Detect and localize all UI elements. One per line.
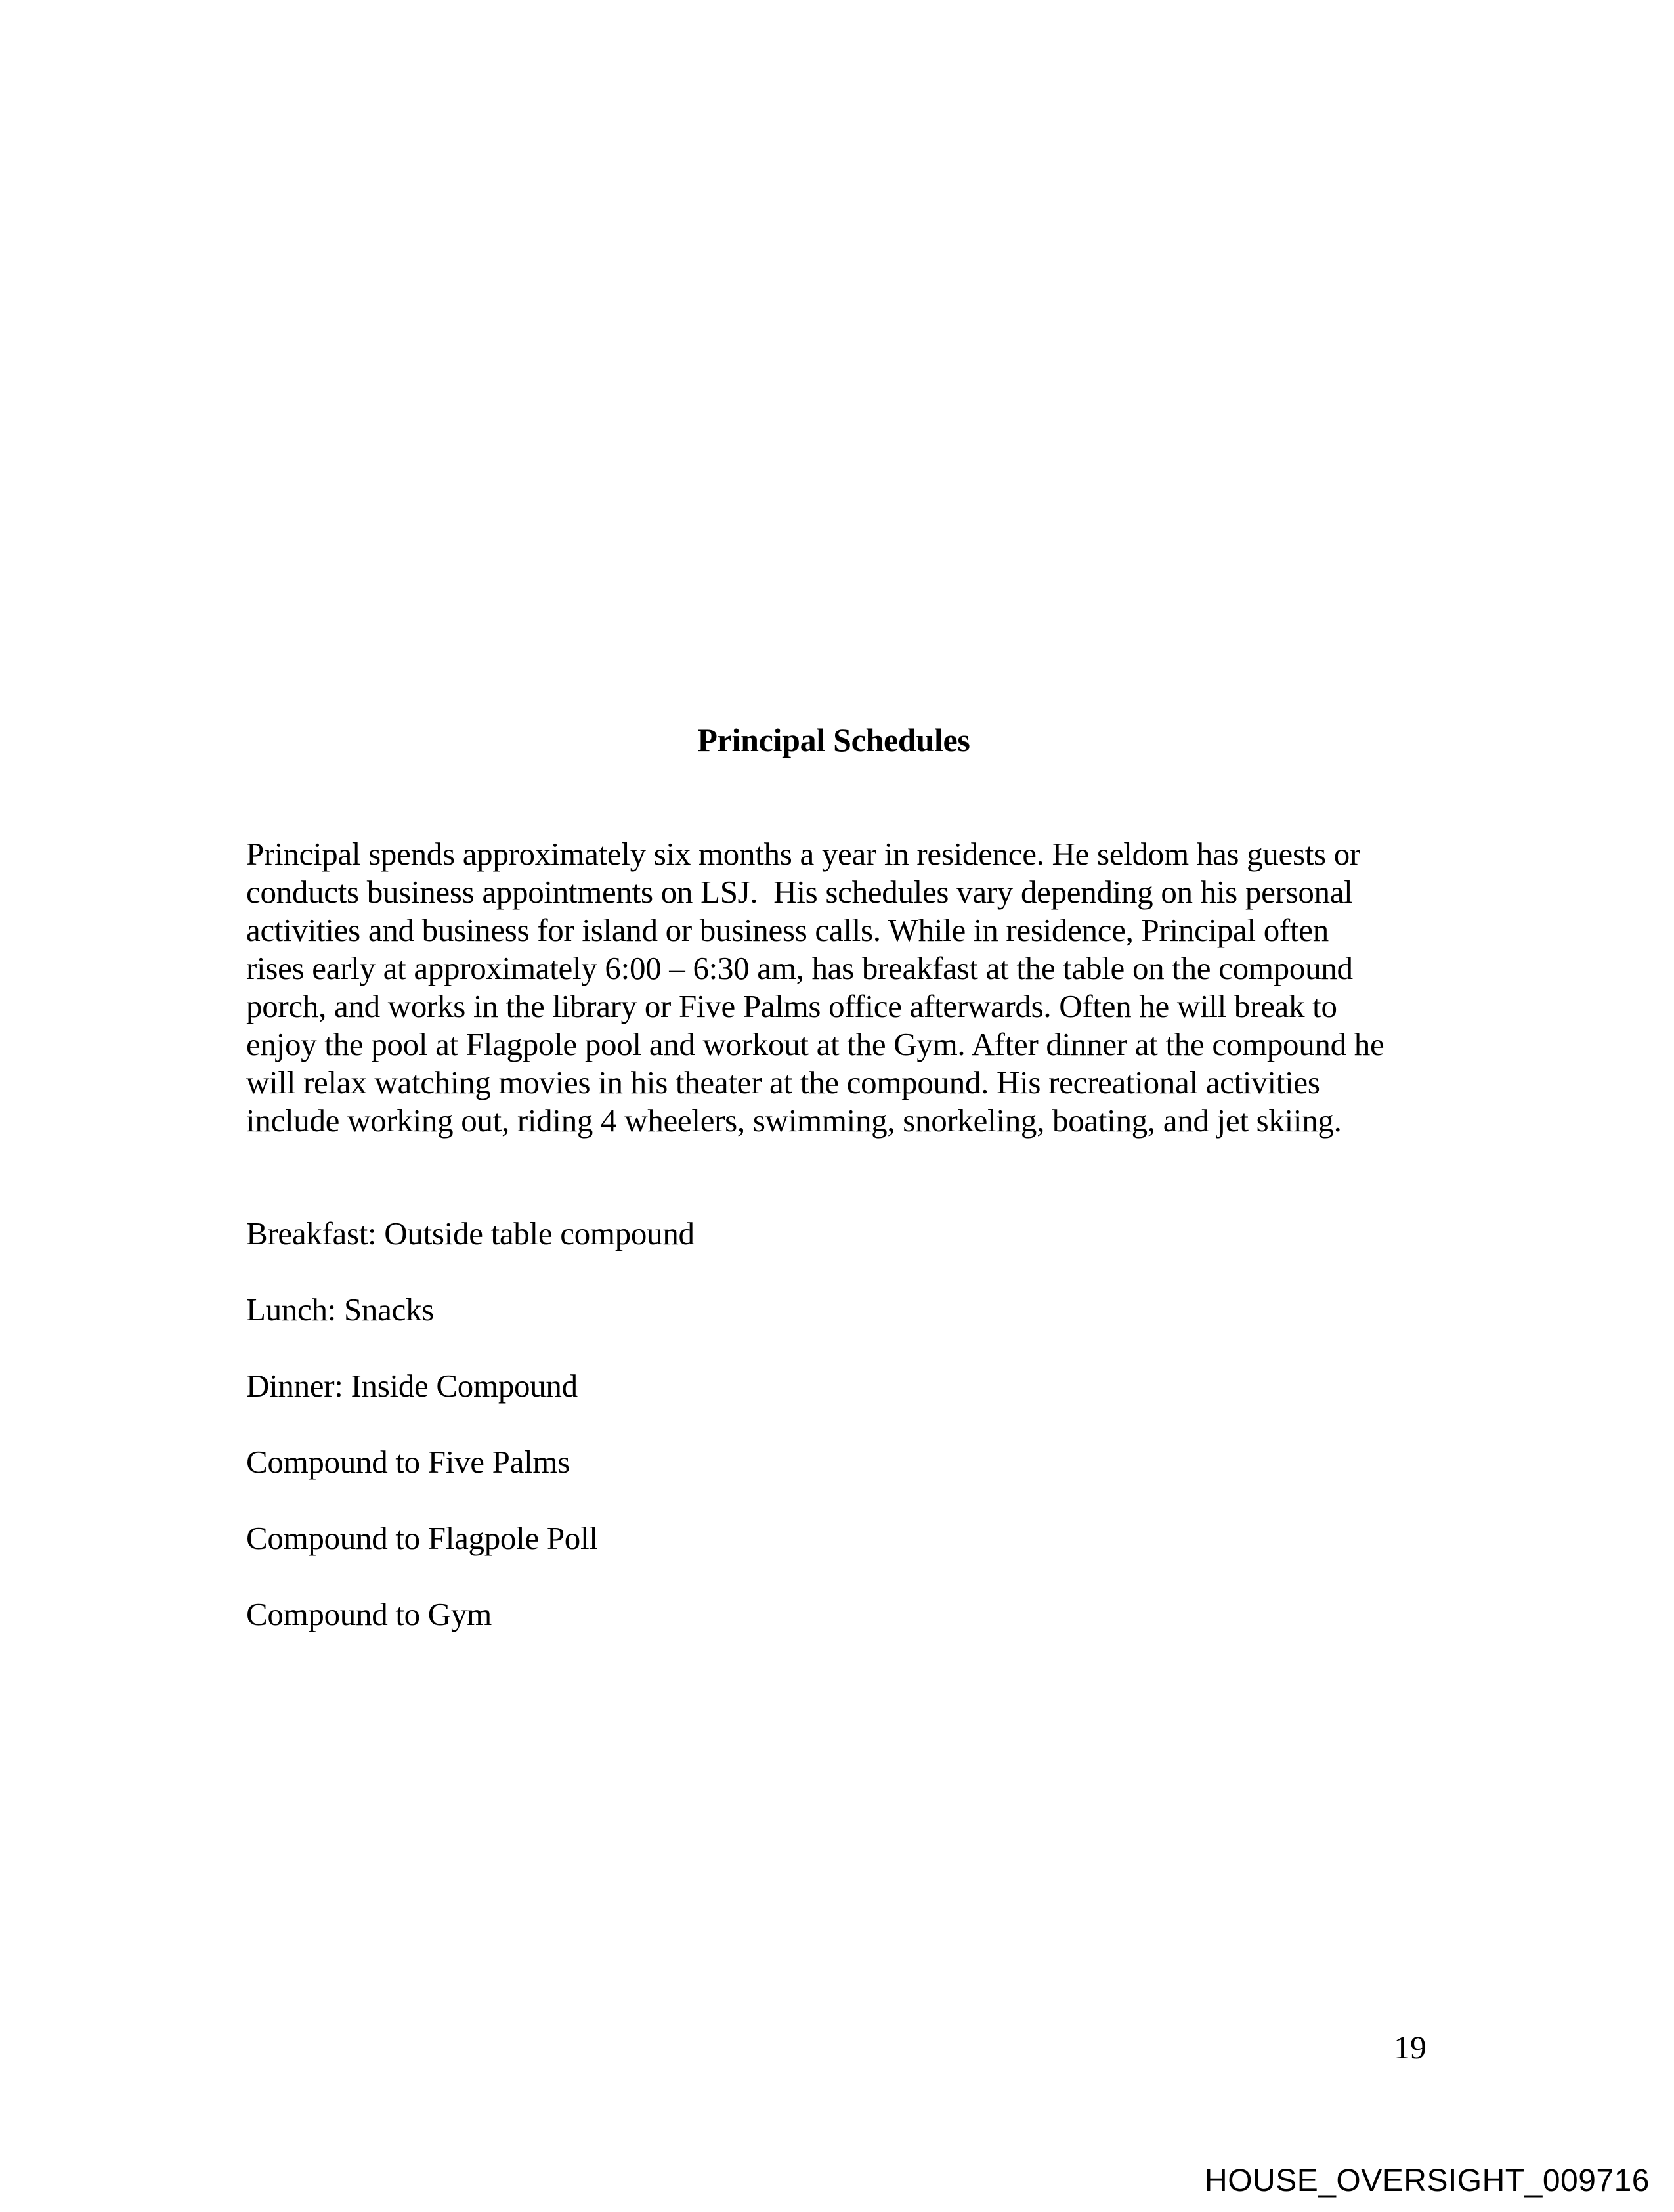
paragraph-line-8: include working out, riding 4 wheelers, swimming, snorkeling, boating, and jet skiing. bbox=[246, 1102, 1342, 1139]
paragraph-line-2: conducts business appointments on LSJ. His schedules vary depending on his personal bbox=[246, 874, 1353, 910]
paragraph-line-1: Principal spends approximately six months a year in residence. He seldom has guests or bbox=[246, 836, 1360, 872]
paragraph-line-3: activities and business for island or business calls. While in residence, Principal often bbox=[246, 912, 1329, 948]
schedule-item-compound-to-gym: Compound to Gym bbox=[246, 1596, 492, 1632]
document-title: Principal Schedules bbox=[697, 722, 970, 758]
schedule-item-breakfast: Breakfast: Outside table compound bbox=[246, 1215, 695, 1251]
paragraph-line-4: rises early at approximately 6:00 – 6:30 am, has breakfast at the table on the compound bbox=[246, 950, 1353, 986]
body-paragraph bbox=[246, 835, 1448, 1140]
schedule-item-dinner: Dinner: Inside Compound bbox=[246, 1368, 578, 1404]
paragraph-line-6: enjoy the pool at Flagpole pool and workout at the Gym. After dinner at the compound he bbox=[246, 1026, 1384, 1062]
schedule-item-compound-to-flagpole-poll: Compound to Flagpole Poll bbox=[246, 1520, 598, 1556]
bates-number: HOUSE_OVERSIGHT_009716 bbox=[1205, 2163, 1650, 2198]
page-number: 19 bbox=[1394, 2029, 1427, 2066]
paragraph-line-5: porch, and works in the library or Five Palms office afterwards. Often he will break to bbox=[246, 988, 1337, 1024]
schedule-item-compound-to-five-palms: Compound to Five Palms bbox=[246, 1444, 570, 1480]
schedule-item-lunch: Lunch: Snacks bbox=[246, 1291, 434, 1328]
paragraph-line-7: will relax watching movies in his theater at the compound. His recreational activities bbox=[246, 1064, 1320, 1100]
